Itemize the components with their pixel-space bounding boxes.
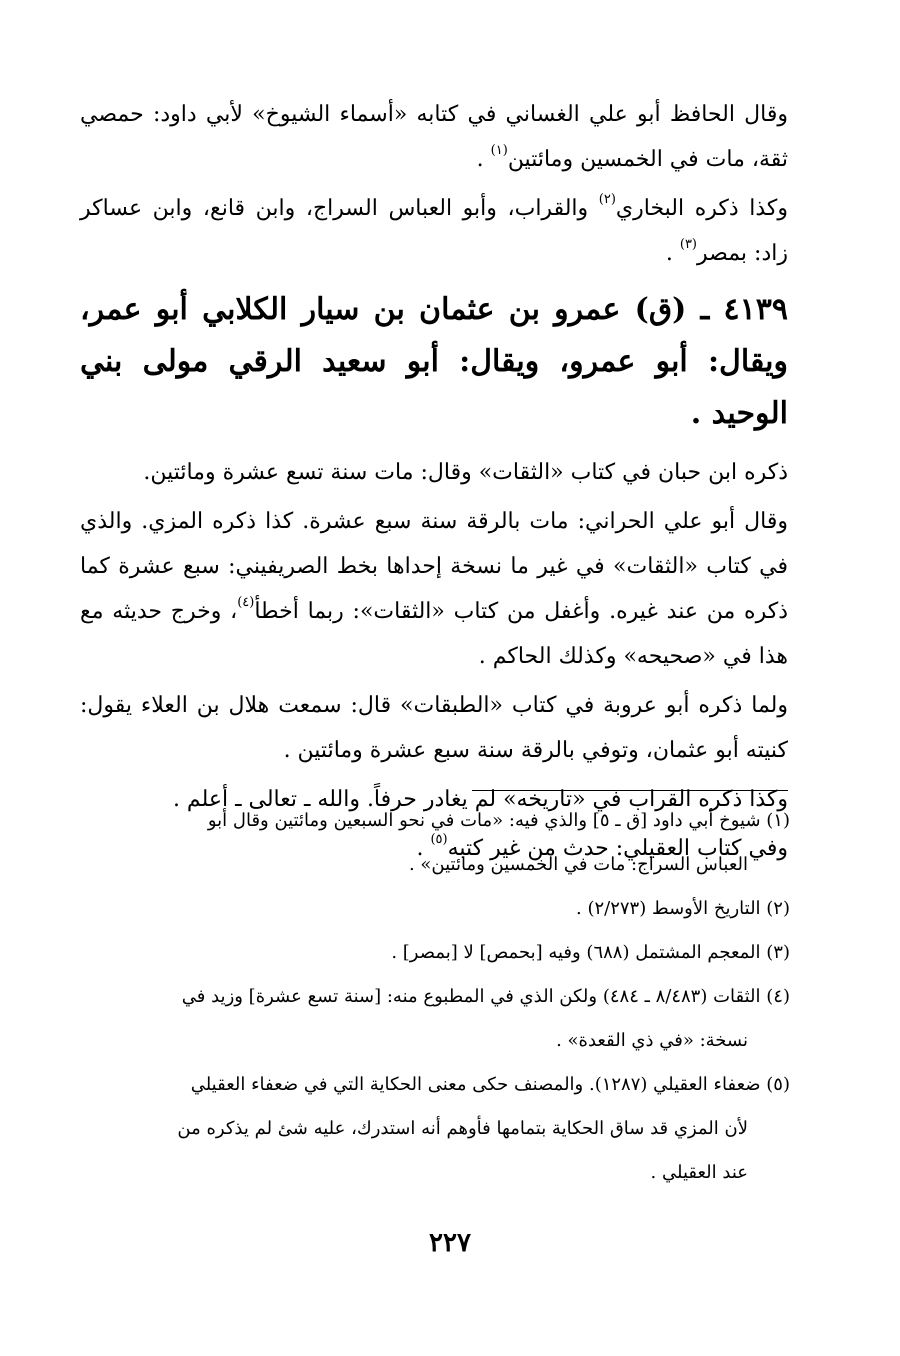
paragraph-end: . — [665, 241, 680, 266]
footnotes-section — [78, 800, 790, 1196]
paragraph-end: . — [476, 147, 491, 172]
footnote-3: (٣) المعجم المشتمل (٦٨٨) وفيه [بحمص] لا [بمصر] . — [391, 942, 790, 963]
footnote-5-continued: لأن المزي قد ساق الحكاية بتمامها فأوهم أنه استدرك، عليه شئ لم يذكره من — [177, 1118, 748, 1139]
footnote-5: (٥) ضعفاء العقيلي (١٢٨٧). والمصنف حكى معنى الحكاية التي في ضعفاء العقيلي — [190, 1074, 790, 1095]
footnote-ref-2[interactable]: (٢) — [598, 192, 616, 207]
footnote-4-continued: نسخة: «في ذي القعدة» . — [556, 1030, 748, 1051]
paragraph-harrani — [80, 499, 788, 679]
footnote-1: (١) شيوخ أبي داود [ق ـ ٥] والذي فيه: «مات في نحو السبعين ومائتين وقال أبو — [207, 810, 790, 831]
paragraph-end: . — [416, 836, 431, 861]
paragraph-qarrab: وكذا ذكره القراب في «تاريخه» لم يغادر حرفاً. والله ـ تعالى ـ أعلم . — [172, 787, 788, 812]
paragraph-ghassani — [80, 92, 788, 182]
footnote-4: (٤) الثقات (٨/٤٨٣ ـ ٤٨٤) ولكن الذي في المطبوع منه: [سنة تسع عشرة] وزيد في — [181, 986, 790, 1007]
main-text — [80, 92, 788, 875]
footnote-ref-5[interactable]: (٥) — [430, 832, 448, 847]
footnote-divider — [472, 790, 788, 791]
page-number: ٢٢٧ — [429, 1228, 471, 1258]
paragraph-ibn-hibban: ذكره ابن حبان في كتاب «الثقات» وقال: مات سنة تسع عشرة ومائتين. — [143, 460, 788, 485]
footnote-ref-1[interactable]: (١) — [490, 143, 508, 158]
footnote-ref-4[interactable]: (٤) — [237, 595, 255, 610]
paragraph-text: ، وخرج حديثه مع هذا في «صحيحه» وكذلك الحاكم . — [80, 599, 788, 669]
paragraph-text: وفي كتاب العقيلي: حدث من غير كتبه — [447, 836, 788, 861]
paragraph-text: وقال الحافظ أبو علي الغساني في كتابه «أسماء الشيوخ» لأبي داود: حمصي ثقة، مات في الخمسين ومائتين — [80, 102, 788, 172]
footnote-2: (٢) التاريخ الأوسط (٢/٢٧٣) . — [576, 898, 790, 919]
paragraph-abu-aruba: ولما ذكره أبو عروبة في كتاب «الطبقات» قال: سمعت هلال بن العلاء يقول: كنيته أبو عثمان، وتوفي بالرقة سنة سبع عشرة ومائتين . — [80, 693, 788, 763]
footnote-1-continued: العباس السراج: مات في الخمسين ومائتين» . — [408, 854, 748, 875]
entry-heading: ٤١٣٩ ـ (ق) عمرو بن عثمان بن سيار الكلابي أبو عمر، ويقال: أبو عمرو، ويقال: أبو سعيد الرقي مولى بني الوحيد . — [80, 292, 788, 431]
footnote-ref-3[interactable]: (٣) — [679, 237, 697, 252]
paragraph-bukhari — [80, 186, 788, 276]
paragraph-text: وكذا ذكره البخاري — [615, 196, 788, 221]
footnote-5-continued-2: عند العقيلي . — [650, 1162, 748, 1183]
paragraph-text: وقال أبو علي الحراني: مات بالرقة سنة سبع عشرة. كذا ذكره المزي. والذي في كتاب «الثقات» في غير ما نسخة إحداها بخط الصريفيني: سبع عشرة كما ذكره من عند غيره. وأغفل من كتاب «الثقات»: ربما أخطأ — [80, 509, 788, 624]
paragraph-text: والقراب، وأبو العباس السراج، وابن قانع، وابن عساكر زاد: بمصر — [80, 196, 788, 266]
